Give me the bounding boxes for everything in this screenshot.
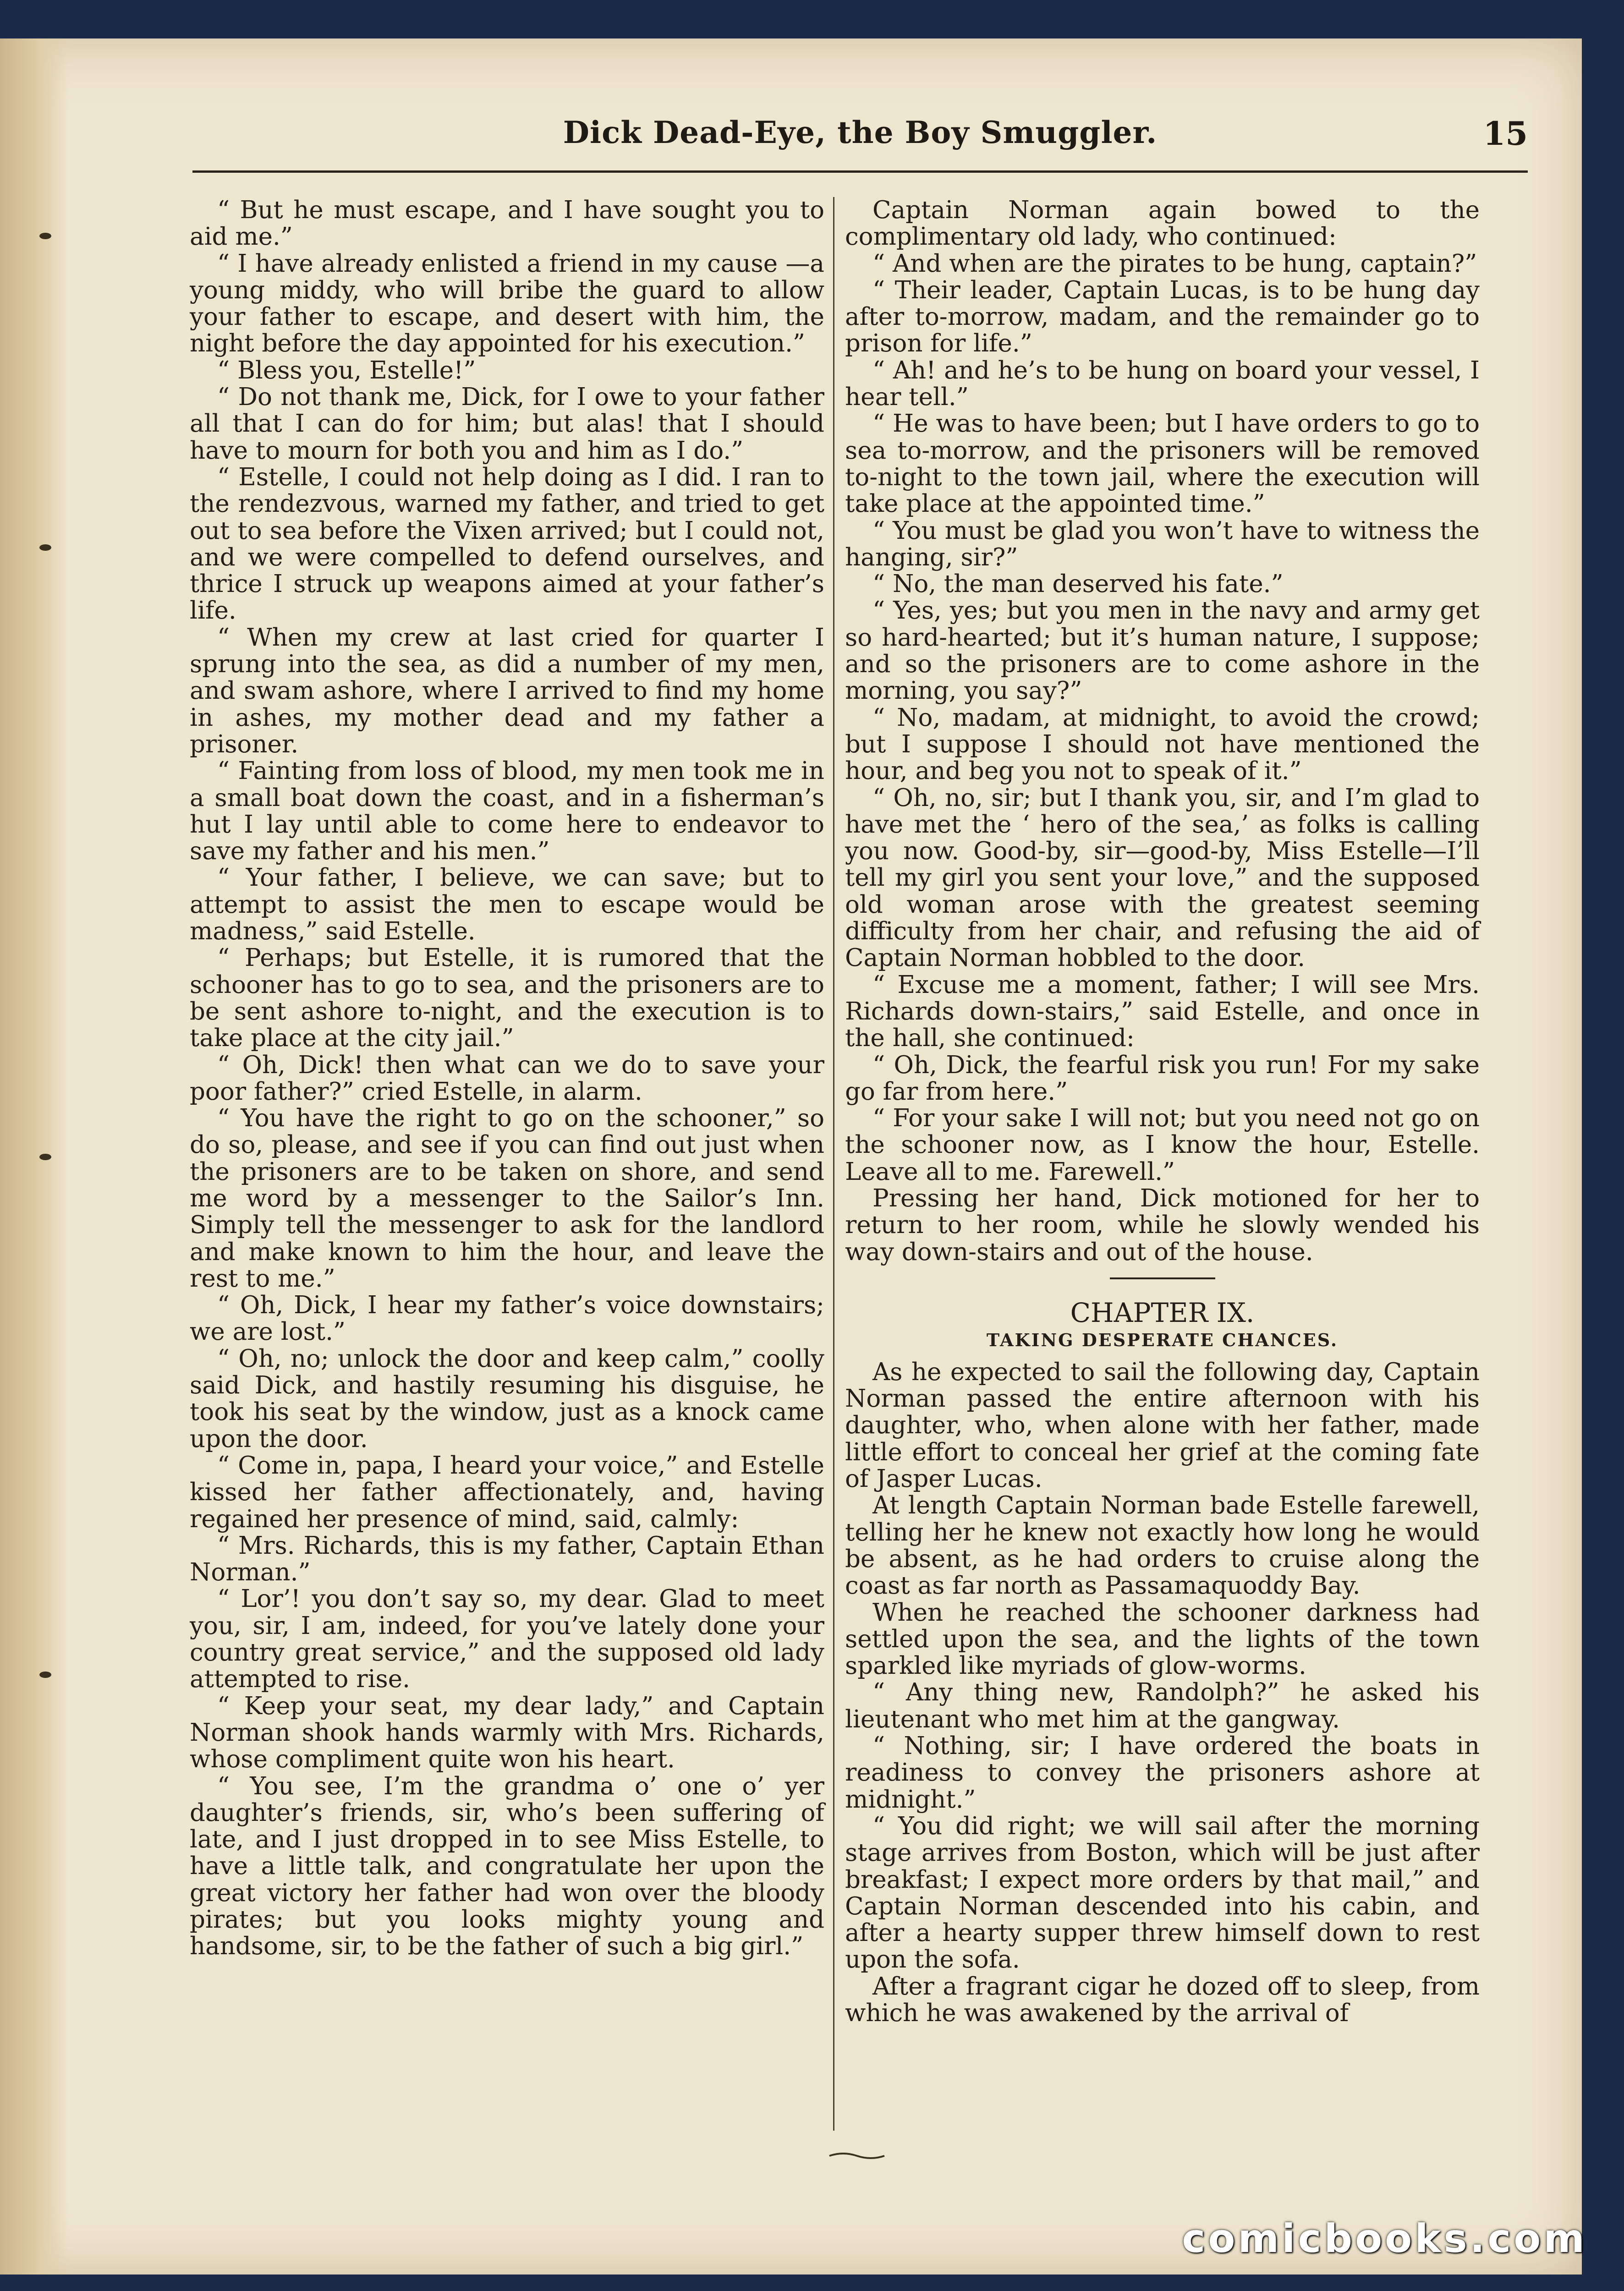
paragraph: “ But he must escape, and I have sought you to aid me.”: [190, 196, 824, 251]
paragraph: “ Your father, I believe, we can save; but to attempt to assist the men to escape would be madness,” said Estelle.: [190, 864, 824, 946]
chapter-subtitle: TAKING DESPERATE CHANCES.: [986, 1329, 1339, 1350]
paragraph: “ Ah! and he’s to be hung on board your vessel, I hear tell.”: [845, 356, 1480, 411]
paragraph: “ Mrs. Richards, this is my father, Captain Ethan Norman.”: [190, 1531, 824, 1587]
paragraph: “ Any thing new, Randolph?” he asked his lieutenant who met him at the gangway.: [845, 1678, 1480, 1733]
paragraph: “ Bless you, Estelle!”: [217, 356, 476, 384]
running-title: Dick Dead-Eye, the Boy Smuggler.: [563, 115, 1158, 150]
paragraph: “ He was to have been; but I have orders to go to sea to-morrow, and the prisoners will be removed to-night to the town jail, where the execution will take place at the appointed time.”: [845, 410, 1480, 518]
column-divider: [833, 197, 834, 2131]
site-watermark: comicbooks.com: [1182, 2216, 1587, 2262]
paragraph: “ Do not thank me, Dick, for I owe to your father all that I can do for him; but alas! that I should have to mourn for both you and him as I do.”: [190, 383, 824, 465]
paragraph: “ Estelle, I could not help doing as I did. I ran to the rendezvous, warned my father, and tried to get out to sea before the Vixen arrived; but I could not, and we were compelled to defend ourselves, and thrice I struck up weapons aimed at your father’s life.: [190, 463, 824, 625]
paragraph: “ Oh, no; unlock the door and keep calm,” coolly said Dick, and hastily resuming his disguise, he took his seat by the window, just as a knock came upon the door.: [190, 1344, 824, 1453]
paragraph: As he expected to sail the following day, Captain Norman passed the entire afternoon with his daughter, who, when alone with her father, made little effort to conceal her grief at the coming fate of Jasper Lucas.: [845, 1358, 1480, 1493]
paragraph: “ Lor’! you don’t say so, my dear. Glad to meet you, sir, I am, indeed, for you’ve lately done your country great service,” and the supposed old lady attempted to rise.: [190, 1585, 824, 1694]
paragraph: “ Oh, Dick, the fearful risk you run! For my sake go far from here.”: [845, 1051, 1480, 1106]
paragraph: “ You have the right to go on the schooner,” so do so, please, and see if you can find out just when the prisoners are to be taken on shore, and send me word by a messenger to the Sailor’s Inn. Simply tell the messenger to ask for the landlord and make known to him the hour, and leave the rest to me.”: [190, 1104, 824, 1293]
paragraph: “ Excuse me a moment, father; I will see Mrs. Richards down-stairs,” said Estelle, and once in the hall, she continued:: [845, 970, 1480, 1052]
paragraph: “ And when are the pirates to be hung, captain?”: [872, 249, 1477, 278]
header-rule: [192, 170, 1528, 173]
page-number: 15: [1483, 115, 1528, 153]
right-column-text-b: [845, 1359, 1480, 2027]
binding-stitch: [36, 1152, 54, 1162]
binding-stitch: [36, 543, 54, 553]
paragraph: Captain Norman again bowed to the complimentary old lady, who continued:: [845, 196, 1480, 251]
binding-stitch: [36, 1670, 54, 1680]
paragraph: Pressing her hand, Dick motioned for her to return to her room, while he slowly wended his way down-stairs and out of the house.: [845, 1184, 1480, 1266]
paragraph: “ You see, I’m the grandma o’ one o’ yer daughter’s friends, sir, who’s been suffering of late, and I just dropped in to see Miss Estelle, to have a little talk, and congratulate her upon the great victory her father had won over the bloody pirates; but you looks mighty young and handsome, sir, to be the father of such a big girl.”: [190, 1772, 824, 1961]
chapter-rule: [1110, 1277, 1215, 1279]
paragraph: “ You must be glad you won’t have to witness the hanging, sir?”: [845, 516, 1480, 571]
paragraph: “ Come in, papa, I heard your voice,” and Estelle kissed her father affectionately, and, having regained her presence of mind, said, calmly:: [190, 1451, 824, 1533]
running-header: [192, 110, 1528, 160]
right-column: [845, 197, 1480, 2027]
paragraph: At length Captain Norman bade Estelle farewell, telling her he knew not exactly how long he would be absent, as he had orders to cruise along the coast as far north as Passamaquoddy Bay.: [845, 1491, 1480, 1600]
paragraph: “ Oh, Dick! then what can we do to save your poor father?” cried Estelle, in alarm.: [190, 1051, 824, 1106]
paragraph: “ Oh, Dick, I hear my father’s voice downstairs; we are lost.”: [190, 1291, 824, 1346]
paragraph: When he reached the schooner darkness had settled upon the sea, and the lights of the town sparkled like myriads of glow-worms.: [845, 1598, 1480, 1680]
paragraph: “ Perhaps; but Estelle, it is rumored that the schooner has to go to sea, and the prisoners are to be sent ashore to-night, and the execution is to take place at the city jail.”: [190, 944, 824, 1052]
right-column-text-a: [845, 197, 1480, 1266]
paragraph: “ Oh, no, sir; but I thank you, sir, and I’m glad to have met the ‘ hero of the sea,’ as folks is calling you now. Good-by, sir—good-by, Miss Estelle—I’ll tell my girl you sent your love,” and the supposed old woman arose with the greatest seeming difficulty from her chair, and refusing the aid of Captain Norman hobbled to the door.: [845, 784, 1480, 972]
paragraph: “ Fainting from loss of blood, my men took me in a small boat down the coast, and in a fisherman’s hut I lay until able to come here to endeavor to save my father and his men.”: [190, 757, 824, 866]
paragraph: “ You did right; we will sail after the morning stage arrives from Boston, which will be just after breakfast; I expect more orders by that mail,” and Captain Norman descended into his cabin, and after a hearty supper threw himself down to rest upon the sofa.: [845, 1812, 1480, 1974]
paragraph: “ Yes, yes; but you men in the navy and army get so hard-hearted; but it’s human nature, I suppose; and so the prisoners are to come ashore in the morning, you say?”: [845, 597, 1480, 705]
paragraph: “ For your sake I will not; but you need not go on the schooner now, as I know the hour, Estelle. Leave all to me. Farewell.”: [845, 1104, 1480, 1186]
paragraph: “ No, madam, at midnight, to avoid the crowd; but I suppose I should not have mentioned the hour, and beg you not to speak of it.”: [845, 703, 1480, 785]
printer-mark: [825, 2149, 889, 2163]
chapter-heading: [845, 1277, 1480, 1353]
paragraph: “ Keep your seat, my dear lady,” and Captain Norman shook hands warmly with Mrs. Richards, whose compliment quite won his heart.: [190, 1692, 824, 1774]
left-column: [190, 197, 824, 1960]
paragraph: “ Their leader, Captain Lucas, is to be hung day after to-morrow, madam, and the remainder go to prison for life.”: [845, 276, 1480, 358]
chapter-title: CHAPTER IX.: [1070, 1297, 1255, 1328]
binding-stitch: [36, 231, 54, 241]
paragraph: “ When my crew at last cried for quarter I sprung into the sea, as did a number of my men, and swam ashore, where I arrived to find my home in ashes, my mother dead and my father a prisoner.: [190, 623, 824, 758]
paragraph: After a fragrant cigar he dozed off to sleep, from which he was awakened by the arrival of: [845, 1972, 1480, 2027]
paragraph: “ No, the man deserved his fate.”: [872, 570, 1284, 598]
paragraph: “ Nothing, sir; I have ordered the boats in readiness to convey the prisoners ashore at midnight.”: [845, 1732, 1480, 1814]
paragraph: “ I have already enlisted a friend in my cause —a young middy, who will bribe the guard to allow your father to escape, and desert with him, the night before the day appointed for his execution.”: [190, 249, 824, 358]
page-spine: [0, 38, 69, 2275]
